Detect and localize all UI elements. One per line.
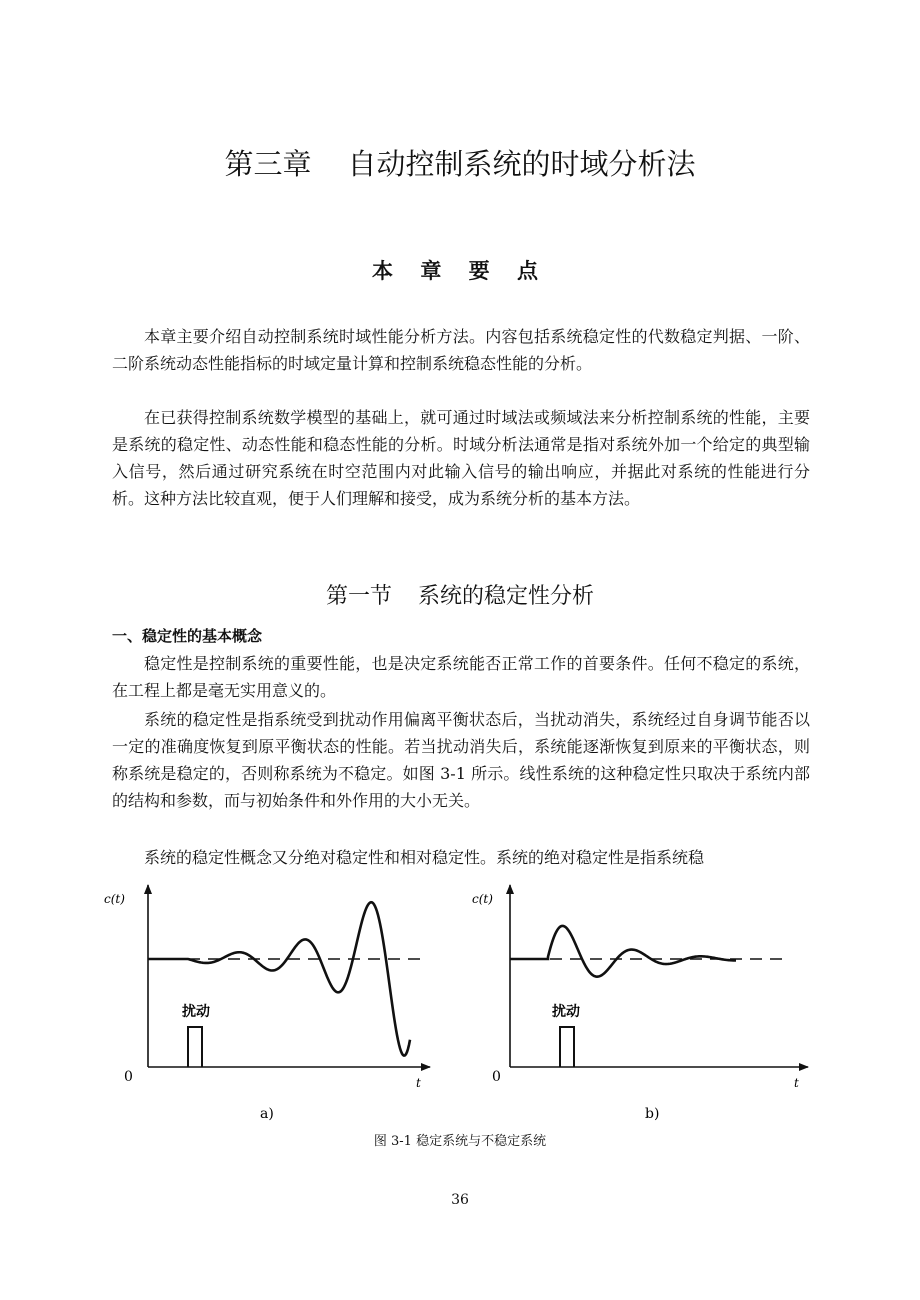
panel-a-disturbance-label: 扰动: [182, 1004, 210, 1020]
page-number: 36: [451, 1192, 469, 1208]
panel-a-x-label: t: [416, 1076, 421, 1090]
panel-b-disturbance-label: 扰动: [552, 1004, 580, 1020]
stability-figure: [100, 875, 820, 1130]
chapter-name: 自动控制系统的时域分析法: [347, 147, 696, 181]
body-paragraph-1: 稳定性是控制系统的重要性能，也是决定系统能否正常工作的首要条件。任何不稳定的系统，在工程上都是毫无实用意义的。: [112, 654, 810, 700]
section-title: [0, 579, 920, 610]
figure-3-1: [100, 875, 820, 1145]
panel-b-response-curve: [510, 926, 736, 977]
panel-b-label: b): [645, 1106, 660, 1122]
panel-a-disturbance-pulse: [188, 1027, 202, 1067]
panel-a: [104, 885, 430, 1122]
chapter-number: 第三章: [224, 147, 312, 181]
panel-a-origin-label: 0: [124, 1069, 133, 1085]
section-name: 系统的稳定性分析: [418, 584, 595, 609]
panel-b-x-label: t: [794, 1076, 799, 1090]
figure-caption: 图 3-1 稳定系统与不稳定系统: [373, 1134, 547, 1149]
panel-b: [472, 885, 808, 1122]
panel-b-y-label: c(t): [472, 892, 493, 906]
chapter-title: [0, 142, 920, 183]
section-number: 第一节: [325, 584, 392, 609]
key-points-heading: 本 章 要 点: [372, 259, 548, 283]
body-paragraph-3: 系统的稳定性概念又分绝对稳定性和相对稳定性。系统的绝对稳定性是指系统稳: [144, 848, 705, 867]
panel-a-label: a): [260, 1106, 274, 1122]
intro-paragraph-1: 本章主要介绍自动控制系统时域性能分析方法。内容包括系统稳定性的代数稳定判据、一阶、二阶系统动态性能指标的时域定量计算和控制系统稳态性能的分析。: [112, 327, 810, 373]
intro-paragraph-2: 在已获得控制系统数学模型的基础上，就可通过时域法或频域法来分析控制系统的性能，主要是系统的稳定性、动态性能和稳态性能的分析。时域分析法通常是指对系统外加一个给定的典型输入信号，然后通过研究系统在时空范围内对此输入信号的输出响应，并据此对系统的性能进行分析。这种方法比较直观，便于人们理解和接受，成为系统分析的基本方法。: [112, 408, 810, 508]
panel-b-disturbance-pulse: [560, 1027, 574, 1067]
panel-a-y-label: c(t): [104, 892, 125, 906]
subsection-title: 一、稳定性的基本概念: [112, 627, 263, 645]
body-paragraph-2: 系统的稳定性是指系统受到扰动作用偏离平衡状态后，当扰动消失，系统经过自身调节能否以一定的准确度恢复到原平衡状态的性能。若当扰动消失后，系统能逐渐恢复到原来的平衡状态，则称系统是稳定的，否则称系统为不稳定。如图 3-1 所示。线性系统的这种稳定性只取决于系统内部的结构和参数，而与初始条件和外作用的大小无关。: [112, 710, 810, 810]
panel-b-origin-label: 0: [492, 1069, 501, 1085]
